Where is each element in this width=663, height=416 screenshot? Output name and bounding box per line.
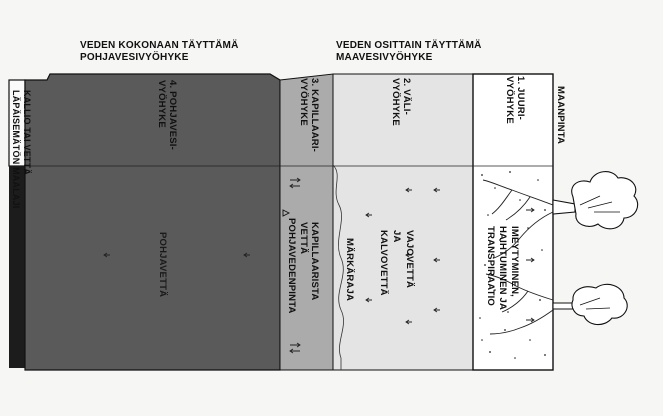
seepage-label-line2: JA — [391, 230, 402, 243]
capillary-zone-label-line1: 3. KAPILLAARI- — [309, 78, 320, 153]
root-zone-label-line2: VYÖHYKE — [504, 76, 515, 124]
bedrock-label — [10, 90, 32, 209]
saturated-zone-header-line2: POHJAVESIVYÖHYKE — [80, 52, 189, 63]
evaporation-label — [484, 226, 520, 310]
unsaturated-zone-header-line1: VEDEN OSITTAIN TÄYTTÄMÄ — [336, 40, 482, 51]
seepage-label-line1: VAJOVETTÄ — [404, 230, 415, 289]
ground-surface-label: MAANPINTA — [555, 86, 566, 145]
seepage-label-line3: KALVOVETTÄ — [378, 230, 389, 296]
intermediate-zone-label-line1: 2. VÄLI- — [401, 78, 412, 115]
groundwater-zone-label — [156, 80, 178, 150]
tree-upper — [553, 172, 638, 229]
capillary-zone-label-line2: VYÖHYKE — [298, 78, 309, 126]
saturated-zone-header-line1: VEDEN KOKONAAN TÄYTTÄMÄ — [80, 40, 239, 51]
tree-lower — [553, 284, 627, 324]
bedrock-label-line2: LÄPÄISEMÄTÖN MAALAJI — [11, 90, 21, 209]
unsaturated-zone-header — [336, 40, 482, 64]
root-zone-label — [504, 76, 526, 124]
unsaturated-zone-header-line2: MAAVESIVYÖHYKE — [336, 52, 433, 63]
bedrock-label-line1: KALLIO TAI VETTÄ — [22, 90, 32, 176]
capillary-water-label-line1: KAPILLAARISTA — [309, 222, 320, 301]
groundwater-zone-label-line1: 4. POHJAVESI- — [167, 80, 178, 150]
evaporation-label-line2: HAIHTUMINEN JA — [497, 226, 508, 311]
capillary-water-label-line2: VETTÄ — [298, 222, 309, 255]
groundwater-label: POHJAVETTÄ — [157, 232, 168, 298]
water-table-label: POHJAVEDENPINTA — [286, 218, 297, 314]
saturated-zone-header — [80, 40, 239, 64]
evaporation-label-line3: TRANSPIRAATIO — [485, 226, 496, 307]
capillary-zone-label — [298, 78, 320, 152]
evaporation-label-line1: IMEYTYMINEN, — [509, 226, 520, 298]
capillary-water-label — [298, 222, 320, 300]
root-zone-label-line1: 1. JUURI- — [515, 76, 526, 121]
groundwater-zone — [25, 74, 280, 370]
intermediate-zone-label — [390, 78, 412, 126]
groundwater-zone-label-line2: VYÖHYKE — [156, 80, 167, 128]
wetting-front-label: MÄRKÄRAJA — [344, 238, 355, 302]
seepage-label — [377, 230, 416, 296]
intermediate-zone-label-line2: VYÖHYKE — [390, 78, 401, 126]
